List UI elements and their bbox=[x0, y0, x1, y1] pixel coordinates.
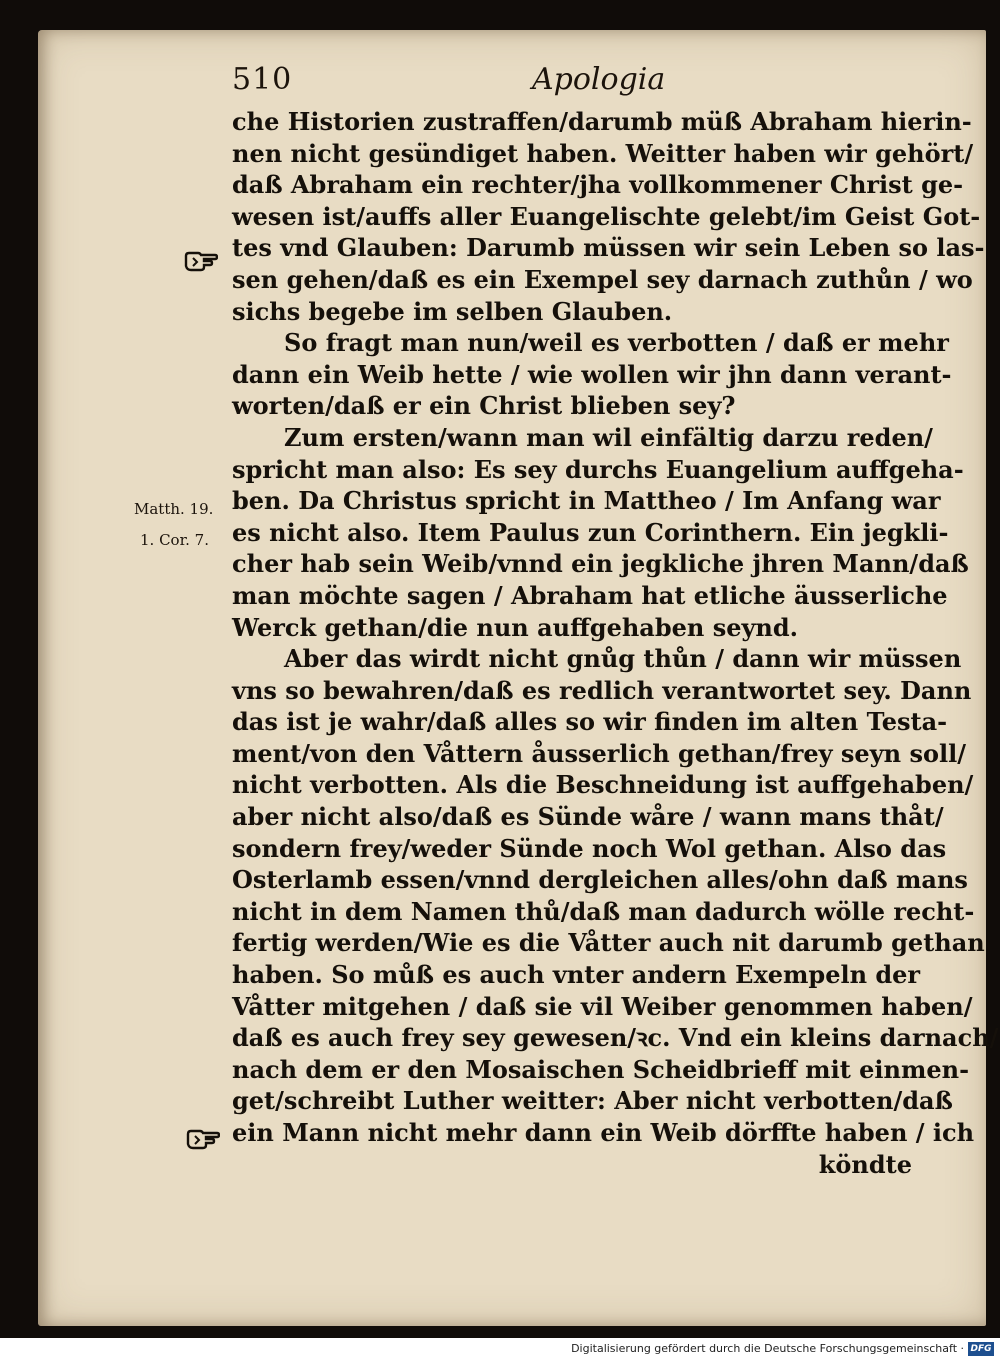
text-line: worten/daß er ein Christ blieben sey? bbox=[232, 391, 736, 421]
text-line: das ist je wahr/daß alles so wir finden im alten Testa- bbox=[232, 707, 948, 737]
text-line: sichs begebe im selben Glauben. bbox=[232, 296, 673, 326]
text-line: get/schreibt Luther weitter: Aber nicht verbotten/daß bbox=[232, 1086, 953, 1116]
text-line: daß es auch frey sey gewesen/ꝛc. Vnd ein kleins darnach/ bbox=[232, 1023, 999, 1053]
text-line: dann ein Weib hette / wie wollen wir jhn dann verant- bbox=[232, 359, 952, 389]
text-line: tes vnd Glauben: Darumb müssen wir sein Leben so las- bbox=[232, 233, 985, 263]
text-line: sondern frey/weder Sünde noch Wol gethan. Also das bbox=[232, 833, 947, 863]
text-line: ben. Da Christus spricht in Mattheo / Im Anfang war bbox=[232, 486, 941, 516]
text-line: nach dem er den Mosaischen Scheidbrieff mit einmen- bbox=[232, 1054, 970, 1084]
text-line: Werck gethan/die nun auffgehaben seynd. bbox=[232, 612, 799, 642]
text-line: ein Mann nicht mehr dann ein Weib dörffte haben / ich bbox=[232, 1118, 975, 1147]
text-line: sen gehen/daß es ein Exempel sey darnach zuthůn / wo bbox=[232, 264, 973, 294]
text-line: cher hab sein Weib/vnnd ein jegkliche jhren Mann/daß bbox=[232, 549, 969, 579]
text-line: haben. So můß es auch vnter andern Exempeln der bbox=[232, 960, 921, 990]
manicule-icon bbox=[186, 1128, 220, 1150]
text-line: Zum ersten/wann man wil einfältig darzu reden/ bbox=[284, 422, 933, 452]
text-line: wesen ist/auffs aller Euangelischte gelebt/im Geist Got- bbox=[232, 201, 981, 231]
text-line: nicht verbotten. Als die Beschneidung ist auffgehaben/ bbox=[232, 770, 974, 800]
text-line: ment/von den Våttern åusserlich gethan/frey seyn soll/ bbox=[232, 738, 966, 768]
page-header bbox=[232, 62, 912, 102]
text-line: Osterlamb essen/vnnd dergleichen alles/ohn daß mans bbox=[232, 865, 968, 895]
catchword: köndte bbox=[818, 1149, 912, 1179]
text-line: nen nicht gesündiget haben. Weitter haben wir gehört/ bbox=[232, 138, 974, 168]
text-line: vns so bewahren/daß es redlich verantwortet sey. Dann bbox=[232, 675, 972, 705]
text-line: Våtter mitgehen / daß sie vil Weiber genommen haben/ bbox=[232, 991, 973, 1021]
dfg-logo: DFG bbox=[968, 1342, 994, 1356]
body-text bbox=[232, 106, 999, 1180]
page-number: 510 bbox=[232, 62, 293, 97]
text-line: spricht man also: Es sey durchs Euangelium auffgeha- bbox=[232, 454, 964, 484]
text-line: nicht in dem Namen thů/daß man dadurch wölle recht- bbox=[232, 896, 975, 926]
margin-note-corinthians: 1. Cor. 7. bbox=[140, 531, 209, 549]
text-line: fertig werden/Wie es die Våtter auch nit darumb gethan bbox=[232, 928, 985, 958]
text-line: Aber das wirdt nicht gnůg thůn / dann wir müssen bbox=[284, 644, 962, 674]
text-line: man möchte sagen / Abraham hat etliche äusserliche bbox=[232, 580, 948, 610]
digitization-footer bbox=[0, 1338, 1000, 1361]
text-line: aber nicht also/daß es Sünde wåre / wann mans thåt/ bbox=[232, 802, 944, 832]
text-line: So fragt man nun/weil es verbotten / daß er mehr bbox=[284, 328, 949, 358]
funding-credit: Digitalisierung gefördert durch die Deutsche Forschungsgemeinschaft · bbox=[571, 1342, 964, 1355]
text-line: daß Abraham ein rechter/jha vollkommener Christ ge- bbox=[232, 170, 964, 200]
running-title: Apologia bbox=[532, 62, 666, 97]
margin-note-matthew: Matth. 19. bbox=[134, 500, 214, 518]
text-line: che Historien zustraffen/darumb müß Abraham hierin- bbox=[232, 107, 972, 136]
text-line: es nicht also. Item Paulus zun Corinthern. Ein jegkli- bbox=[232, 517, 949, 547]
manicule-icon bbox=[184, 250, 218, 272]
